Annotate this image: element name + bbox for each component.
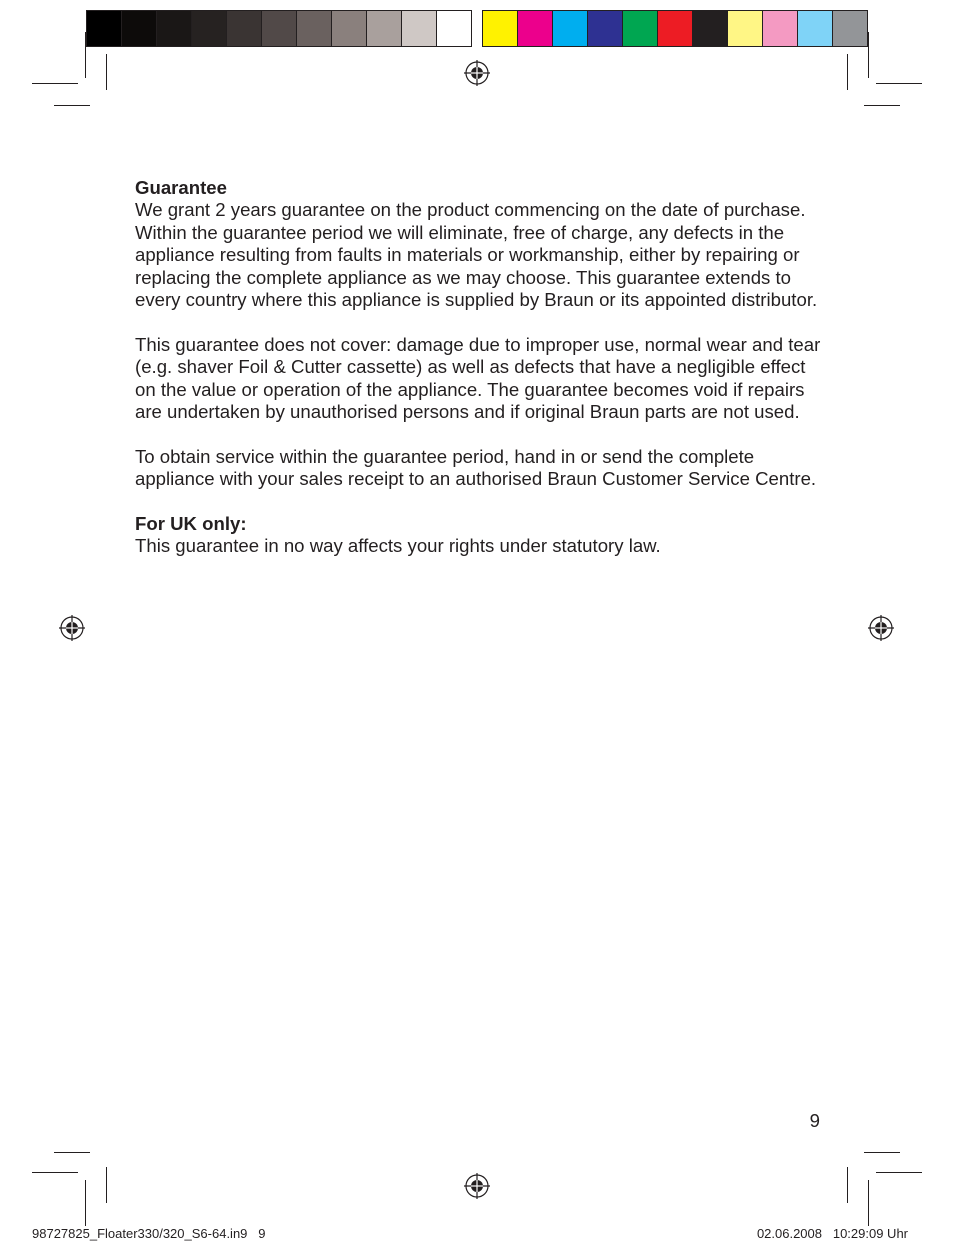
color-swatch — [157, 11, 192, 46]
guarantee-heading: Guarantee — [135, 177, 227, 198]
color-swatch — [87, 11, 122, 46]
slug-timestamp: 02.06.2008 10:29:09 Uhr — [756, 1226, 908, 1241]
color-swatch — [728, 11, 763, 46]
color-swatch — [367, 11, 402, 46]
guarantee-paragraph-terms: We grant 2 years guarantee on the product commencing on the date of purchase. Within the guarantee period we will eliminate, free of charge, any defects in the appliance resulting from faults in materials or workmanship, either by repairing or replacing the complete appliance as we may choose. This guarantee extends to every country where this appliance is supplied by Braun or its appointed distributor. — [135, 199, 818, 311]
registration-target-icon — [464, 60, 490, 86]
crop-mark — [876, 1172, 922, 1173]
crop-mark — [876, 83, 922, 84]
crop-mark — [864, 1152, 900, 1153]
color-swatch — [192, 11, 227, 46]
crop-mark — [847, 1167, 848, 1203]
color-swatch — [437, 11, 471, 46]
crop-mark — [32, 83, 78, 84]
color-swatch — [483, 11, 518, 46]
registration-target-icon — [464, 1173, 490, 1199]
color-swatch — [553, 11, 588, 46]
guarantee-paragraph-service: To obtain service within the guarantee period, hand in or send the complete appliance with your sales receipt to an authorised Braun Customer Service Centre. — [135, 445, 817, 490]
crop-mark — [868, 32, 869, 78]
registration-target-icon — [868, 615, 894, 641]
crop-mark — [32, 1172, 78, 1173]
color-swatch — [623, 11, 658, 46]
color-swatch — [798, 11, 833, 46]
color-swatch — [402, 11, 437, 46]
color-swatch — [518, 11, 553, 46]
uk-paragraph: This guarantee in no way affects your rights under statutory law. — [135, 535, 661, 557]
crop-mark — [54, 105, 90, 106]
color-swatch — [763, 11, 798, 46]
uk-heading: For UK only: — [135, 513, 247, 535]
crop-mark — [106, 54, 107, 90]
crop-mark — [864, 105, 900, 106]
page-number: 9 — [809, 1110, 820, 1131]
crop-mark — [54, 1152, 90, 1153]
color-swatch — [658, 11, 693, 46]
color-swatch — [588, 11, 623, 46]
gray-scale-bar — [86, 10, 472, 47]
color-swatch — [693, 11, 728, 46]
crop-mark — [847, 54, 848, 90]
color-control-bar — [482, 10, 868, 47]
crop-mark — [106, 1167, 107, 1203]
crop-mark — [868, 1180, 869, 1226]
slug-file-info: 98727825_Floater330/320_S6-64.in9 9 — [32, 1226, 266, 1241]
color-swatch — [227, 11, 262, 46]
crop-mark — [85, 32, 86, 78]
color-swatch — [297, 11, 332, 46]
guarantee-paragraph-exclusions: This guarantee does not cover: damage due to improper use, normal wear and tear (e.g. shaver Foil & Cutter cassette) as well as defects that have a negligible effect on the value or operation of the appliance. The guarantee becomes void if repairs are undertaken by unauthorised persons and if original Braun parts are not used. — [135, 333, 821, 423]
guarantee-section — [135, 177, 825, 558]
color-swatch — [332, 11, 367, 46]
crop-mark — [85, 1180, 86, 1226]
color-swatch — [262, 11, 297, 46]
color-swatch — [833, 11, 867, 46]
color-swatch — [122, 11, 157, 46]
registration-target-icon — [59, 615, 85, 641]
